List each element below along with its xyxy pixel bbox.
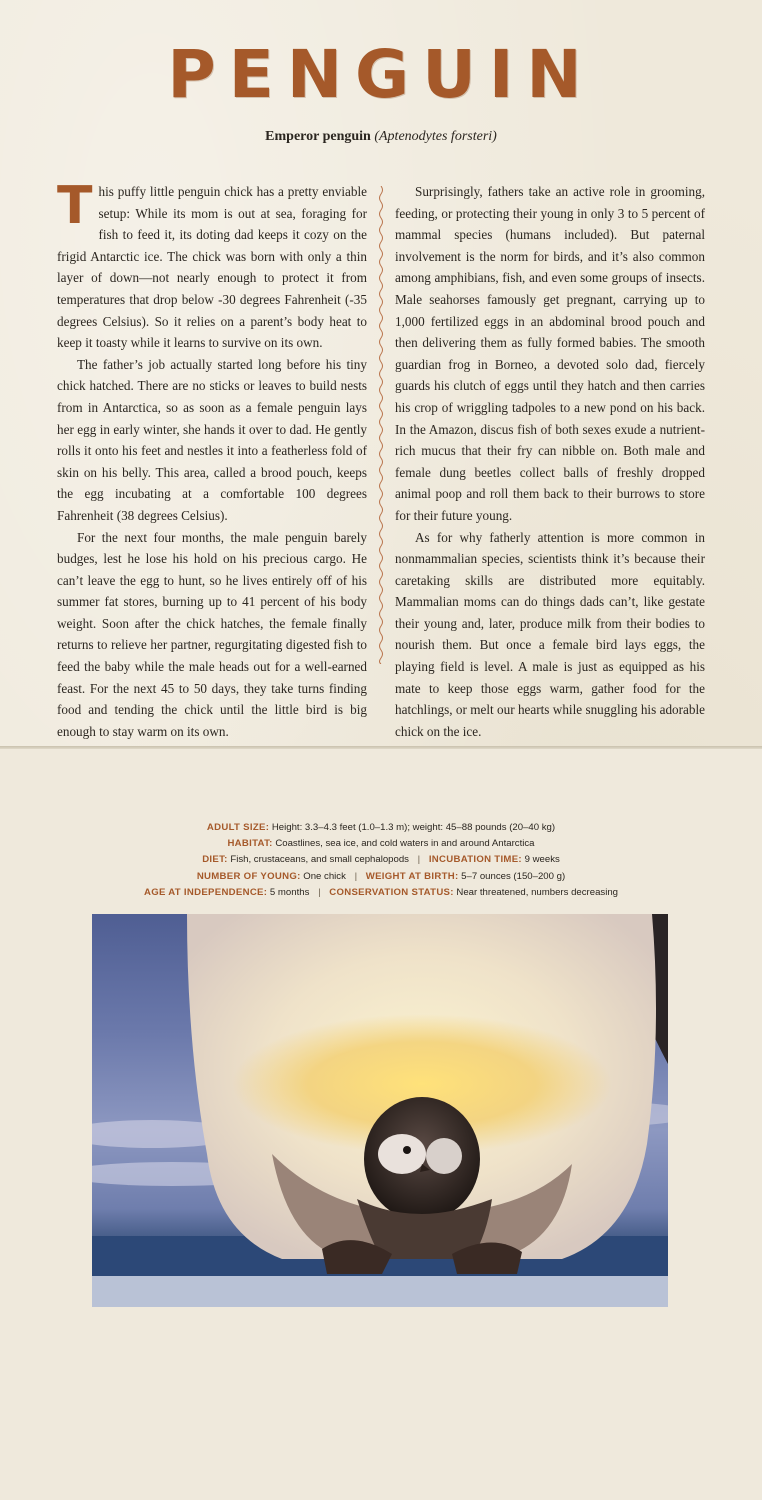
column-divider bbox=[378, 186, 384, 664]
fact-value: Near threatened, numbers decreasing bbox=[453, 886, 619, 898]
paragraph-text: his puffy little penguin chick has a pretty enviable setup: While its mom is out at sea, foraging for fish to feed it, its doting dad keeps it cozy on the frigid Antarctic ice. The chick was born with only a thin layer of down—not nearly enough to protect it from temperatures that drop below -30 degrees Fahrenheit (-35 degrees Celsius). So it relies on a parent’s body heat to keep it toasty while it learns to survive on its own. bbox=[57, 184, 367, 351]
fact-label: DIET: bbox=[202, 854, 228, 866]
fact-label: NUMBER OF YOUNG: bbox=[196, 870, 301, 882]
fact-line bbox=[0, 852, 762, 868]
fact-value: 5 months bbox=[267, 886, 310, 898]
paragraph: Surprisingly, fathers take an active role in grooming, feeding, or protecting their young in only 3 to 5 percent of mammal species (humans included). But paternal involvement is the norm for birds, and it’s also common among amphibians, fish, and even some groups of insects. Male seahorses famously get pregnant, carrying up to 1,000 fertilized eggs in an abdominal brood pouch and then delivering them as fully formed babies. The smooth guardian frog in Borneo, a devoted solo dad, fiercely guards his clutch of eggs until they hatch and then carries his crop of wriggling tadpoles to a new pond on his back. In the Amazon, discus fish of both sexes exude a nutrient-rich mucus that their fry can nibble on. Both male and female dung beetles collect balls of freshly dropped animal poop and roll them back to their burrows to store for their future young. bbox=[395, 184, 705, 523]
species-subtitle bbox=[0, 129, 762, 145]
fact-line bbox=[0, 869, 762, 885]
fact-separator: | bbox=[354, 870, 358, 882]
fact-value: Fish, crustaceans, and small cephalopods bbox=[227, 854, 409, 866]
page-top bbox=[0, 0, 762, 747]
fact-value: Coastlines, sea ice, and cold waters in and around Antarctica bbox=[272, 838, 535, 850]
penguin-chick-icon bbox=[92, 914, 668, 1307]
right-column bbox=[395, 181, 705, 742]
fact-value: Height: 3.3–4.3 feet (1.0–1.3 m); weight: 45–88 pounds (20–40 kg) bbox=[269, 822, 556, 833]
drop-cap: T bbox=[57, 176, 93, 236]
fact-line bbox=[0, 885, 762, 901]
scientific-name: (Aptenodytes forsteri) bbox=[374, 129, 497, 144]
fact-label: AGE AT INDEPENDENCE: bbox=[143, 886, 268, 898]
fact-line bbox=[0, 836, 762, 852]
fact-label: CONSERVATION STATUS: bbox=[329, 886, 454, 898]
fact-label: HABITAT: bbox=[227, 838, 273, 850]
common-name: Emperor penguin bbox=[265, 129, 371, 144]
paragraph bbox=[57, 176, 367, 354]
paragraph: As for why fatherly attention is more common in nonmammalian species, scientists think it’s because their caretaking skills are distributed more equitably. Mammalian moms can do things dads can’t, like gestate their young and, later, produce milk from their bodies to nourish them. But once a female bird lays eggs, the playing field is level. A male is just as equipped as his mate to keep those eggs warm, gather food for the hatchlings, or melt our hearts while snuggling his adorable chick on the ice. bbox=[395, 529, 705, 739]
fact-label: INCUBATION TIME: bbox=[428, 854, 522, 866]
fact-label: WEIGHT AT BIRTH: bbox=[365, 870, 459, 882]
page-title: PENGUIN bbox=[167, 36, 595, 113]
fact-separator: | bbox=[417, 854, 421, 866]
paragraph: The father’s job actually started long before his tiny chick hatched. There are no sticks or leaves to build nests from in Antarctica, so as soon as a female penguin lays her egg in early winter, she hands it over to dad. He gently rolls it onto his feet and nestles it into a featherless fold of skin on his belly. This area, called a brood pouch, keeps the egg incubating at a comfortable 100 degrees Fahrenheit (38 degrees Celsius). bbox=[57, 356, 367, 523]
fact-line bbox=[0, 820, 762, 836]
fact-value: 5–7 ounces (150–200 g) bbox=[458, 870, 566, 882]
fact-label: ADULT SIZE: bbox=[206, 822, 270, 833]
fact-value: 9 weeks bbox=[521, 854, 560, 866]
fact-value: One chick bbox=[300, 870, 346, 882]
fact-box bbox=[0, 820, 762, 901]
fact-separator: | bbox=[318, 886, 321, 898]
penguin-photo bbox=[92, 914, 668, 1307]
left-column bbox=[57, 176, 367, 742]
paragraph: For the next four months, the male penguin barely budges, lest he lose his hold on his precious cargo. He can’t leave the egg to hunt, so he lives entirely off of his summer fat stores, burning up to 41 percent of his body weight. Soon after the chick hatches, the female finally returns to relieve her partner, regurgitating digested fish to feed the baby while the male heads out for a well-earned feast. For the next 45 to 50 days, they take turns finding food and tending the chick until the little bird is big enough to stay warm on its own. bbox=[57, 529, 367, 739]
